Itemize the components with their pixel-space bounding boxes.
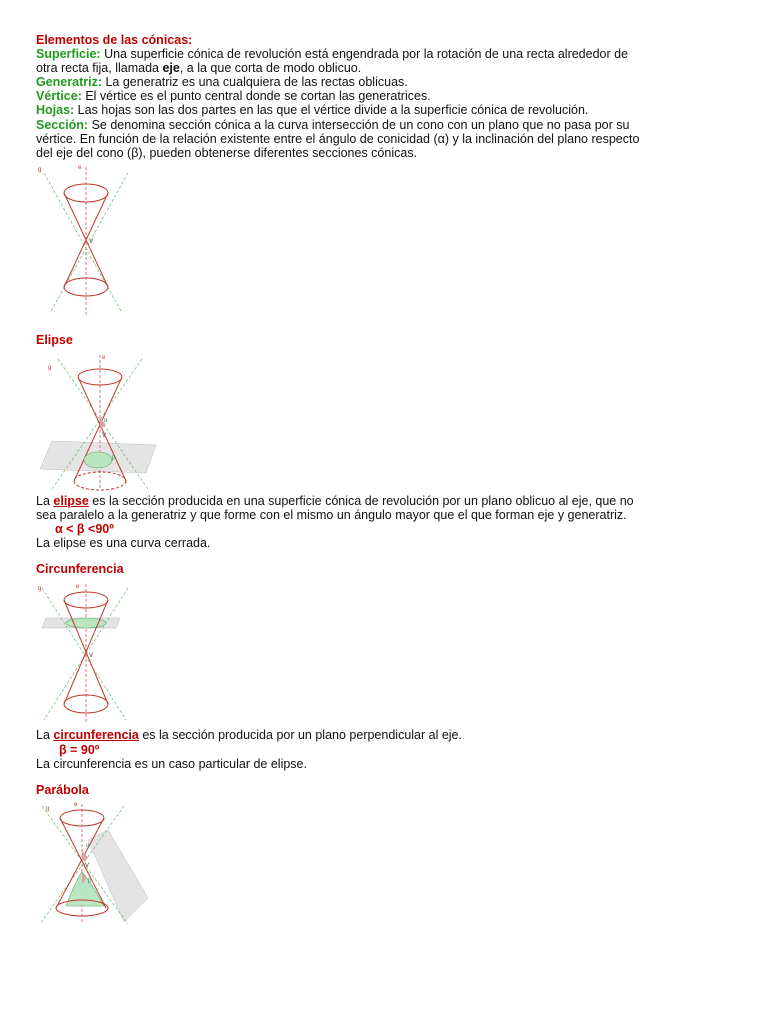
upper-base: [60, 810, 104, 826]
circunferencia-note: La circunferencia es un caso particular de elipse.: [36, 756, 307, 771]
seccion-paragraph: Sección: Se denomina sección cónica a la curva intersección de un cono con un plano que no pasa por su vértice. En función de la relación existente entre el ángulo de conicidad (α) y la inclinación del plano respecto del eje del cono (β), pueden obtenerse diferentes secciones cónicas.: [36, 117, 640, 160]
parabola-title: Parábola: [36, 782, 89, 797]
generatriz-term: Generatriz:: [36, 75, 102, 90]
elliptic-section: [84, 452, 112, 468]
circunferencia-paragraph: La circunferencia es la sección producida por un plano perpendicular al eje.: [36, 728, 462, 743]
e-label: e: [74, 801, 78, 808]
circunferencia-formula: β = 90º: [59, 742, 100, 757]
generatriz-paragraph: Generatriz: La generatriz es una cualquiera de las rectas oblicuas.: [36, 75, 408, 90]
elipse-figure: [36, 351, 166, 491]
g-label: g: [38, 166, 42, 173]
generatrix-line: [44, 173, 122, 313]
elipse-formula: α < β <90º: [55, 522, 114, 537]
document-page: [36, 33, 646, 924]
seccion-term: Sección:: [36, 117, 89, 132]
alpha-label: α: [104, 417, 108, 424]
hojas-term: Hojas:: [36, 103, 75, 118]
superficie-term: Superficie:: [36, 47, 101, 62]
e-label: e: [102, 354, 106, 361]
vertice-paragraph: Vértice: El vértice es el punto central donde se cortan las generatrices.: [36, 89, 431, 104]
v-label: V: [85, 862, 90, 869]
vertice-term: Vértice:: [36, 89, 82, 104]
elipse-title: Elipse: [36, 332, 73, 347]
intro-title: Elementos de las cónicas:: [36, 33, 193, 47]
v-label: V: [89, 653, 94, 660]
elipse-note: La elipse es una curva cerrada.: [36, 536, 211, 551]
beta-label: β: [88, 877, 92, 884]
eje-bold: eje: [162, 61, 180, 76]
v-label: V: [89, 238, 94, 245]
parabola-figure: [36, 800, 156, 924]
hojas-paragraph: Hojas: Las hojas son las dos partes en las que el vértice divide a la superficie cónica de revolución.: [36, 103, 589, 118]
circunferencia-link[interactable]: circunferencia: [53, 728, 139, 743]
elipse-link[interactable]: elipse: [53, 493, 89, 508]
e-label: e: [78, 164, 82, 171]
cone-figure: [36, 163, 146, 323]
g-label: g: [38, 586, 42, 593]
v-label: V: [102, 432, 107, 439]
superficie-paragraph: Superficie: Una superficie cónica de revolución está engendrada por la rotación de una recta alrededor de otra recta fija, llamada eje, a la que corta de modo oblicuo.: [36, 47, 629, 76]
beta-label: β: [112, 454, 116, 461]
circunferencia-figure: [36, 580, 146, 726]
g-label: g: [46, 805, 50, 812]
alpha-label: α: [86, 842, 90, 849]
e-label: e: [76, 584, 80, 591]
g-label: g: [48, 364, 52, 371]
elipse-paragraph: La elipse es la sección producida en una superficie cónica de revolución por un plano oblicuo al eje, que no sea paralelo a la generatriz y que forme con el mismo un ángulo mayor que el que forman eje y generatriz.: [36, 493, 634, 523]
circunferencia-title: Circunferencia: [36, 562, 124, 577]
